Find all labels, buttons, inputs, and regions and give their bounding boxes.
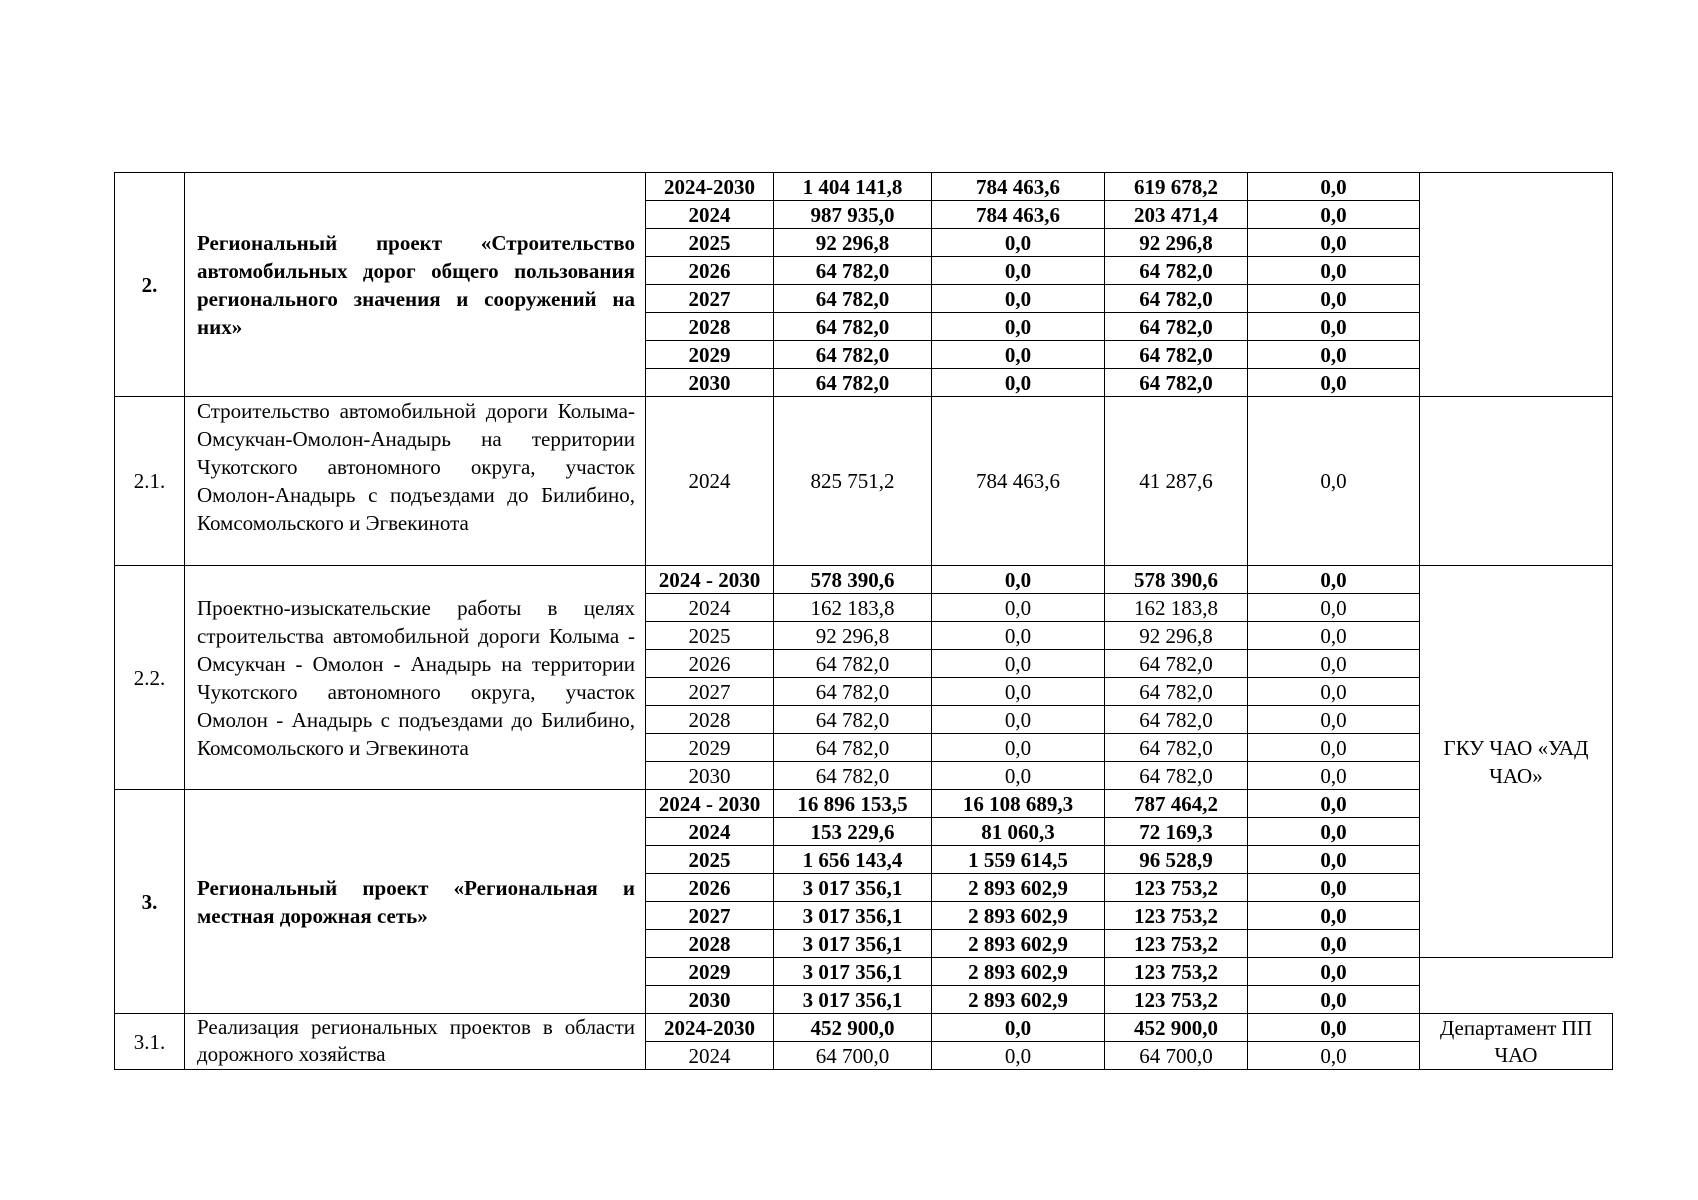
other-cell: 0,0: [1248, 762, 1420, 790]
federal-cell: 0,0: [932, 762, 1105, 790]
executor-cell: Департамент ПП ЧАО: [1420, 1014, 1613, 1070]
other-cell: 0,0: [1248, 257, 1420, 285]
year-cell: 2024-2030: [646, 173, 774, 201]
federal-cell: 0,0: [932, 1042, 1105, 1070]
federal-cell: 0,0: [932, 229, 1105, 257]
year-cell: 2029: [646, 341, 774, 369]
regional-cell: 96 528,9: [1105, 846, 1248, 874]
total-cell: 1 656 143,4: [774, 846, 932, 874]
federal-cell: 784 463,6: [932, 173, 1105, 201]
other-cell: 0,0: [1248, 986, 1420, 1014]
executor-cell: [1420, 173, 1613, 397]
regional-cell: 64 782,0: [1105, 734, 1248, 762]
other-cell: 0,0: [1248, 902, 1420, 930]
year-cell: 2027: [646, 285, 774, 313]
item-name: Строительство автомобильной дороги Колыма-Омсукчан-Омолон-Анадырь на территории Чукотского автономного округа, участок Омолон-Анадырь с подъездами до Билибино, Комсомольского и Эгвекинота: [185, 397, 646, 566]
year-cell: 2024: [646, 397, 774, 566]
other-cell: 0,0: [1248, 958, 1420, 986]
regional-cell: 64 782,0: [1105, 650, 1248, 678]
federal-cell: 2 893 602,9: [932, 902, 1105, 930]
total-cell: 64 782,0: [774, 762, 932, 790]
regional-cell: 92 296,8: [1105, 229, 1248, 257]
federal-cell: 16 108 689,3: [932, 790, 1105, 818]
federal-cell: 0,0: [932, 341, 1105, 369]
regional-cell: 64 700,0: [1105, 1042, 1248, 1070]
executor-cell: ГКУ ЧАО «УАД ЧАО»: [1420, 566, 1613, 958]
year-cell: 2026: [646, 257, 774, 285]
item-name: Региональный проект «Региональная и местная дорожная сеть»: [185, 790, 646, 1014]
regional-cell: 64 782,0: [1105, 369, 1248, 397]
total-cell: 3 017 356,1: [774, 874, 932, 902]
total-cell: 64 782,0: [774, 734, 932, 762]
federal-cell: 81 060,3: [932, 818, 1105, 846]
executor-cell: [1420, 397, 1613, 566]
table-row: [115, 173, 1613, 201]
item-name: Реализация региональных проектов в области дорожного хозяйства: [185, 1014, 646, 1070]
other-cell: 0,0: [1248, 650, 1420, 678]
item-number: 2.1.: [115, 397, 185, 566]
total-cell: 825 751,2: [774, 397, 932, 566]
other-cell: 0,0: [1248, 678, 1420, 706]
federal-cell: 0,0: [932, 313, 1105, 341]
regional-cell: 64 782,0: [1105, 762, 1248, 790]
total-cell: 64 700,0: [774, 1042, 932, 1070]
total-cell: 64 782,0: [774, 285, 932, 313]
other-cell: 0,0: [1248, 706, 1420, 734]
other-cell: 0,0: [1248, 874, 1420, 902]
other-cell: 0,0: [1248, 622, 1420, 650]
federal-cell: 0,0: [932, 622, 1105, 650]
year-cell: 2030: [646, 369, 774, 397]
item-number: 2.: [115, 173, 185, 397]
total-cell: 64 782,0: [774, 650, 932, 678]
other-cell: 0,0: [1248, 818, 1420, 846]
other-cell: 0,0: [1248, 285, 1420, 313]
year-cell: 2024-2030: [646, 1014, 774, 1042]
other-cell: 0,0: [1248, 566, 1420, 594]
total-cell: 578 390,6: [774, 566, 932, 594]
regional-cell: 787 464,2: [1105, 790, 1248, 818]
total-cell: 16 896 153,5: [774, 790, 932, 818]
federal-cell: 784 463,6: [932, 201, 1105, 229]
item-name: Региональный проект «Строительство автомобильных дорог общего пользования регионального значения и сооружений на них»: [185, 173, 646, 397]
year-cell: 2029: [646, 958, 774, 986]
total-cell: 987 935,0: [774, 201, 932, 229]
federal-cell: 0,0: [932, 257, 1105, 285]
table-row: [115, 790, 1613, 818]
regional-cell: 64 782,0: [1105, 285, 1248, 313]
total-cell: 162 183,8: [774, 594, 932, 622]
total-cell: 64 782,0: [774, 341, 932, 369]
federal-cell: 784 463,6: [932, 397, 1105, 566]
year-cell: 2024: [646, 818, 774, 846]
regional-cell: 123 753,2: [1105, 902, 1248, 930]
year-cell: 2030: [646, 986, 774, 1014]
other-cell: 0,0: [1248, 594, 1420, 622]
other-cell: 0,0: [1248, 734, 1420, 762]
regional-cell: 72 169,3: [1105, 818, 1248, 846]
regional-cell: 619 678,2: [1105, 173, 1248, 201]
year-cell: 2026: [646, 874, 774, 902]
other-cell: 0,0: [1248, 846, 1420, 874]
other-cell: 0,0: [1248, 341, 1420, 369]
regional-cell: 64 782,0: [1105, 678, 1248, 706]
table-row: [115, 397, 1613, 566]
other-cell: 0,0: [1248, 201, 1420, 229]
regional-cell: 64 782,0: [1105, 706, 1248, 734]
year-cell: 2024: [646, 1042, 774, 1070]
total-cell: 64 782,0: [774, 313, 932, 341]
total-cell: 92 296,8: [774, 622, 932, 650]
other-cell: 0,0: [1248, 1042, 1420, 1070]
total-cell: 3 017 356,1: [774, 958, 932, 986]
federal-cell: 0,0: [932, 594, 1105, 622]
year-cell: 2025: [646, 229, 774, 257]
regional-cell: 203 471,4: [1105, 201, 1248, 229]
total-cell: 64 782,0: [774, 369, 932, 397]
year-cell: 2028: [646, 313, 774, 341]
regional-cell: 578 390,6: [1105, 566, 1248, 594]
regional-cell: 123 753,2: [1105, 958, 1248, 986]
total-cell: 64 782,0: [774, 257, 932, 285]
total-cell: 92 296,8: [774, 229, 932, 257]
total-cell: 3 017 356,1: [774, 986, 932, 1014]
year-cell: 2026: [646, 650, 774, 678]
total-cell: 1 404 141,8: [774, 173, 932, 201]
year-cell: 2027: [646, 678, 774, 706]
regional-cell: 123 753,2: [1105, 930, 1248, 958]
total-cell: 3 017 356,1: [774, 902, 932, 930]
table-row: [115, 566, 1613, 594]
table-row: [115, 1014, 1613, 1042]
regional-cell: 162 183,8: [1105, 594, 1248, 622]
regional-cell: 64 782,0: [1105, 341, 1248, 369]
total-cell: 64 782,0: [774, 706, 932, 734]
total-cell: 3 017 356,1: [774, 930, 932, 958]
federal-cell: 0,0: [932, 566, 1105, 594]
federal-cell: 0,0: [932, 369, 1105, 397]
other-cell: 0,0: [1248, 397, 1420, 566]
year-cell: 2030: [646, 762, 774, 790]
federal-cell: 0,0: [932, 678, 1105, 706]
total-cell: 452 900,0: [774, 1014, 932, 1042]
total-cell: 64 782,0: [774, 678, 932, 706]
regional-cell: 92 296,8: [1105, 622, 1248, 650]
federal-cell: 0,0: [932, 285, 1105, 313]
year-cell: 2029: [646, 734, 774, 762]
other-cell: 0,0: [1248, 229, 1420, 257]
item-number: 3.: [115, 790, 185, 1014]
federal-cell: 0,0: [932, 734, 1105, 762]
other-cell: 0,0: [1248, 1014, 1420, 1042]
year-cell: 2024 - 2030: [646, 566, 774, 594]
regional-cell: 64 782,0: [1105, 313, 1248, 341]
regional-cell: 41 287,6: [1105, 397, 1248, 566]
federal-cell: 2 893 602,9: [932, 986, 1105, 1014]
item-number: 3.1.: [115, 1014, 185, 1070]
year-cell: 2024 - 2030: [646, 790, 774, 818]
other-cell: 0,0: [1248, 369, 1420, 397]
other-cell: 0,0: [1248, 790, 1420, 818]
year-cell: 2027: [646, 902, 774, 930]
federal-cell: 0,0: [932, 706, 1105, 734]
regional-cell: 452 900,0: [1105, 1014, 1248, 1042]
year-cell: 2028: [646, 930, 774, 958]
total-cell: 153 229,6: [774, 818, 932, 846]
year-cell: 2025: [646, 846, 774, 874]
year-cell: 2025: [646, 622, 774, 650]
year-cell: 2024: [646, 594, 774, 622]
federal-cell: 2 893 602,9: [932, 958, 1105, 986]
regional-cell: 64 782,0: [1105, 257, 1248, 285]
other-cell: 0,0: [1248, 313, 1420, 341]
federal-cell: 0,0: [932, 1014, 1105, 1042]
regional-cell: 123 753,2: [1105, 874, 1248, 902]
year-cell: 2028: [646, 706, 774, 734]
federal-cell: 1 559 614,5: [932, 846, 1105, 874]
federal-cell: 2 893 602,9: [932, 874, 1105, 902]
other-cell: 0,0: [1248, 173, 1420, 201]
federal-cell: 0,0: [932, 650, 1105, 678]
item-name: Проектно-изыскательские работы в целях строительства автомобильной дороги Колыма - Омсукчан - Омолон - Анадырь на территории Чукотского автономного округа, участок Омолон - Анадырь с подъездами до Билибино, Комсомольского и Эгвекинота: [185, 566, 646, 790]
federal-cell: 2 893 602,9: [932, 930, 1105, 958]
item-number: 2.2.: [115, 566, 185, 790]
funding-table: [114, 172, 1613, 1070]
year-cell: 2024: [646, 201, 774, 229]
other-cell: 0,0: [1248, 930, 1420, 958]
regional-cell: 123 753,2: [1105, 986, 1248, 1014]
